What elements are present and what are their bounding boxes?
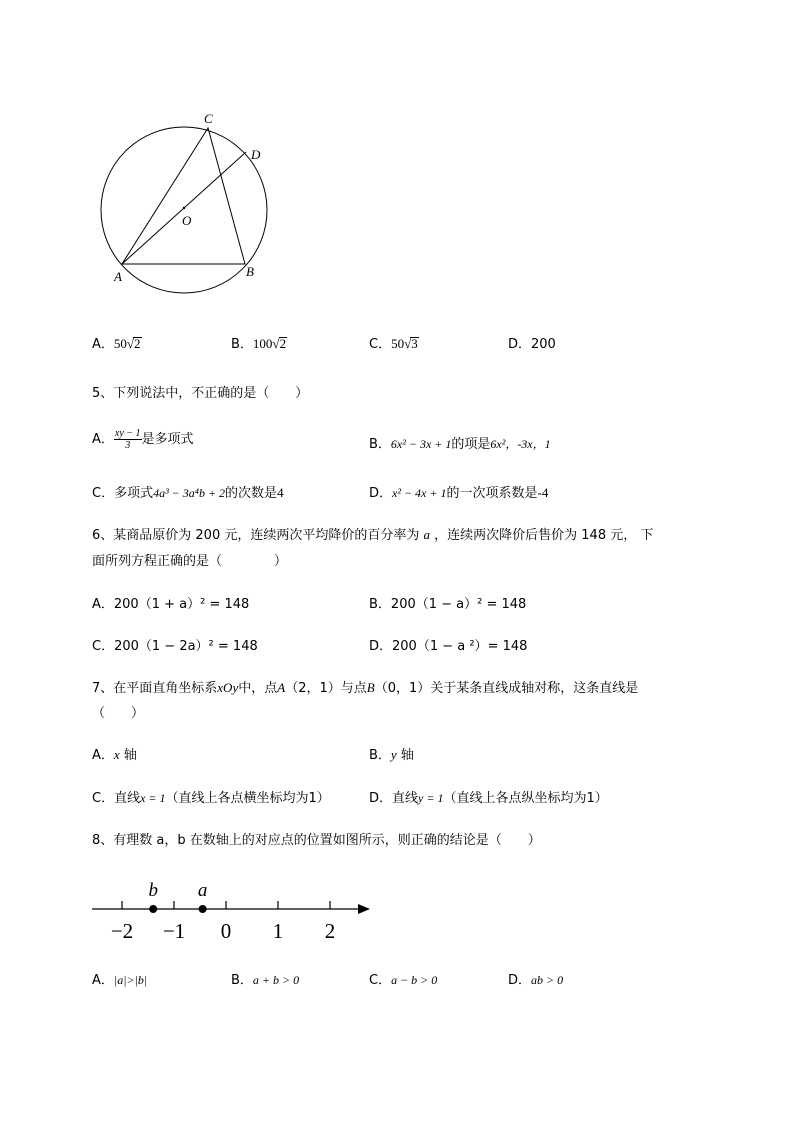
q6-option-d[interactable]: D．200（1 − a ²）= 148: [369, 639, 528, 654]
tick-label: −2: [110, 919, 134, 943]
q4-option-d[interactable]: D．200: [508, 337, 556, 352]
q8-stem: 8、有理数 a，b 在数轴上的对应点的位置如图所示，则正确的结论是（ ）: [92, 833, 541, 848]
label-b: B: [246, 264, 254, 279]
q5-stem: 5、下列说法中，不正确的是（ ）: [92, 386, 309, 401]
q7-option-c[interactable]: C．直线x = 1（直线上各点横坐标均为1）: [92, 791, 330, 806]
fraction: $\frac{xy - 1}{3}$: [114, 428, 141, 451]
label-a: A: [114, 269, 122, 284]
tick-label: 0: [220, 919, 232, 943]
q8-option-d[interactable]: D．ab > 0: [508, 973, 564, 988]
label-c: C: [204, 111, 213, 126]
label-d: D: [251, 147, 261, 162]
axis-arrow: [358, 904, 370, 914]
triangle-abc: [122, 128, 245, 264]
q7-option-d[interactable]: D．直线y = 1（直线上各点纵坐标均为1）: [369, 791, 608, 806]
q5-option-b[interactable]: B．6x² − 3x + 1的项是6x²，-3x，1: [369, 437, 551, 452]
q6-option-a[interactable]: A．200（1 + a）² = 148: [92, 597, 250, 612]
q6-option-b[interactable]: B．200（1 − a）² = 148: [369, 597, 527, 612]
label-o: O: [182, 213, 192, 228]
point-a: [199, 905, 207, 913]
q7-option-b[interactable]: B．y 轴: [369, 747, 414, 763]
point-b: [149, 905, 157, 913]
q5-option-c[interactable]: C．多项式4a³ − 3a⁴b + 2的次数是4: [92, 485, 284, 501]
point-label-a: a: [197, 880, 208, 901]
q5-option-d[interactable]: D．x² − 4x + 1的一次项系数是-4: [369, 485, 549, 501]
tick-label: 1: [272, 919, 284, 943]
q7-stem-line2: （ ）: [92, 706, 145, 721]
circle: [101, 127, 267, 293]
q8-option-a[interactable]: A．|a|>|b|: [92, 973, 148, 988]
q4-option-b[interactable]: B．100√2: [231, 336, 287, 352]
q7-stem-line1: 7、在平面直角坐标系xOy中，点A（2，1）与点B（0，1）关于某条直线成轴对称，这条直线是: [92, 680, 639, 696]
tick-label: 2: [324, 919, 336, 943]
q8-option-b[interactable]: B．a + b > 0: [231, 973, 300, 988]
tick-label: −1: [162, 919, 186, 943]
q6-option-c[interactable]: C．200（1 − 2a）² = 148: [92, 639, 258, 654]
point-label-b: b: [148, 880, 158, 901]
q5-option-a[interactable]: A． $\frac{xy - 1}{3}$ 是多项式: [92, 428, 194, 451]
q8-option-c[interactable]: C．a − b > 0: [369, 973, 438, 988]
center-point: [183, 207, 185, 209]
q6-stem-line1: 6、某商品原价为 200 元，连续两次平均降价的百分率为 a ，连续两次降价后售价为 148 元， 下: [92, 527, 654, 543]
circle-triangle-figure: [90, 105, 280, 295]
number-line: [88, 870, 378, 950]
q6-stem-line2: 面所列方程正确的是（ ）: [92, 554, 288, 569]
q7-option-a[interactable]: A．x 轴: [92, 747, 137, 763]
q4-option-c[interactable]: C．50√3: [369, 336, 418, 352]
q4-option-a[interactable]: A．50√2: [92, 336, 141, 352]
